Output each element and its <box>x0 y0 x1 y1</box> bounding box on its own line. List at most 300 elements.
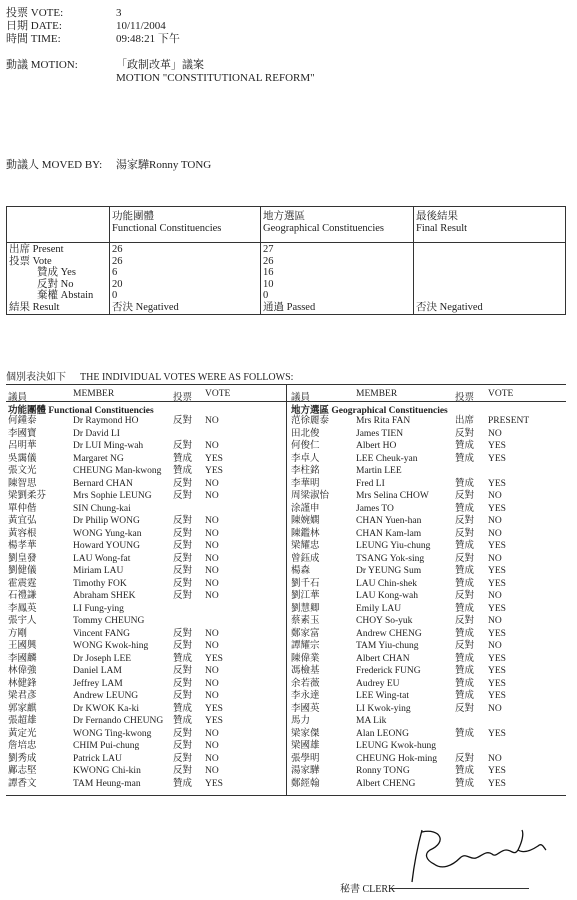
member-name-zh: 鄺志堅 <box>8 766 37 776</box>
vote-en: YES <box>205 653 223 664</box>
member-name-en: Alan LEONG <box>356 728 410 739</box>
gc-vote-row <box>0 540 577 553</box>
vote-zh: 反對 <box>173 416 193 426</box>
vote-en: NO <box>488 553 502 564</box>
vote-en: YES <box>488 441 506 451</box>
fc-yes: 6 <box>112 267 118 278</box>
moved-by-row <box>6 156 211 172</box>
member-name-en: Bernard CHAN <box>73 478 133 489</box>
member-name-en: Ronny TONG <box>356 766 410 776</box>
vote-zh: 贊成 <box>173 703 193 714</box>
member-name-zh: 劉千石 <box>291 578 320 589</box>
member-name-zh: 梁君彥 <box>8 691 37 701</box>
vote-zh: 反對 <box>173 766 193 776</box>
summary-fc-values <box>110 243 261 315</box>
vote-en: NO <box>205 441 219 451</box>
vote-en: YES <box>205 453 223 464</box>
clerk-signature <box>400 820 550 890</box>
member-name-en: Emily LAU <box>356 603 402 614</box>
vote-en: NO <box>488 616 502 626</box>
vote-number-label: 投票 VOTE: <box>6 7 64 19</box>
vote-zh: 反對 <box>173 578 193 589</box>
gc-vote-row <box>0 678 577 691</box>
member-name-zh: 黃定光 <box>8 728 37 739</box>
vote-zh: 出席 <box>455 416 475 426</box>
vote-zh: 反對 <box>173 491 193 501</box>
vote-zh: 贊成 <box>455 503 475 514</box>
member-name-zh: 李鳳英 <box>8 603 37 614</box>
vote-en: YES <box>488 478 506 489</box>
vote-zh: 反對 <box>173 728 193 739</box>
col-member-en-left: MEMBER <box>73 389 115 399</box>
vote-zh: 反對 <box>455 516 475 526</box>
member-name-zh: 林健鋒 <box>8 678 37 689</box>
gc-vote-row <box>0 603 577 616</box>
member-name-en: Mrs Selina CHOW <box>356 491 429 501</box>
member-name-zh: 林偉強 <box>8 666 37 676</box>
member-name-en: Timothy FOK <box>73 578 127 589</box>
member-name-en: SIN Chung-kai <box>73 503 131 514</box>
row-label-result: 結果 Result <box>9 301 60 313</box>
vote-en: NO <box>488 703 502 714</box>
vote-en: NO <box>205 478 219 489</box>
member-name-zh: 周梁淑怡 <box>291 491 330 501</box>
summary-header-gc-zh: 地方選區 <box>263 211 305 222</box>
member-name-zh: 范徐麗泰 <box>291 416 330 426</box>
vote-en: NO <box>205 528 219 539</box>
gc-vote-row <box>0 753 577 766</box>
vote-en: NO <box>488 641 502 651</box>
vote-zh: 贊成 <box>455 603 475 614</box>
member-name-en: CHAN Yuen-han <box>356 516 422 526</box>
vote-zh: 反對 <box>455 703 475 714</box>
fc-section-heading: 功能團體 Functional Constituencies <box>8 406 154 416</box>
col-member-zh-right: 議員 <box>291 393 311 403</box>
vote-en: NO <box>488 428 502 439</box>
member-name-en: Albert CHAN <box>356 653 410 664</box>
gc-vote-row <box>0 653 577 666</box>
vote-en: YES <box>488 653 506 664</box>
col-vote-en-right: VOTE <box>488 389 514 399</box>
vote-en: YES <box>488 566 506 576</box>
vote-en: NO <box>488 491 502 501</box>
time-row <box>6 30 180 46</box>
table-bottom-rule <box>6 795 566 796</box>
vote-en: YES <box>488 541 506 551</box>
member-name-zh: 馮檢基 <box>291 666 320 676</box>
gc-vote: 26 <box>263 255 274 267</box>
vote-zh: 反對 <box>173 678 193 689</box>
member-name-en: CHOY So-yuk <box>356 616 413 626</box>
member-name-zh: 李國麟 <box>8 653 37 664</box>
col-vote-zh-right: 投票 <box>455 393 475 403</box>
summary-gc-values <box>261 243 414 315</box>
member-name-en: Abraham SHEK <box>73 591 136 601</box>
member-name-zh: 張宇人 <box>8 616 37 626</box>
member-name-zh: 湯家驊 <box>291 766 320 776</box>
member-name-zh: 石禮謙 <box>8 591 37 601</box>
member-name-zh: 梁耀忠 <box>291 541 320 551</box>
time-value: 09:48:21 下午 <box>116 33 180 45</box>
member-name-zh: 曾鈺成 <box>291 553 320 564</box>
row-label-vote: 投票 Vote <box>9 255 52 267</box>
summary-header-fc-zh: 功能團體 <box>112 211 154 222</box>
vote-zh: 反對 <box>173 691 193 701</box>
vote-zh: 反對 <box>173 641 193 651</box>
member-name-en: LEE Cheuk-yan <box>356 453 418 464</box>
member-name-en: Tommy CHEUNG <box>73 616 145 626</box>
member-name-en: Mrs Sophie LEUNG <box>73 491 152 501</box>
gc-section-heading: 地方選區 Geographical Constituencies <box>291 406 448 416</box>
member-name-zh: 張學明 <box>291 753 320 764</box>
col-member-zh-left: 議員 <box>8 393 28 403</box>
vote-zh: 贊成 <box>455 728 475 739</box>
member-name-zh: 梁國雄 <box>291 741 320 751</box>
member-name-en: Margaret NG <box>73 453 124 464</box>
member-name-zh: 李永達 <box>291 691 320 701</box>
vote-zh: 贊成 <box>455 778 475 789</box>
member-name-en: Howard YOUNG <box>73 541 140 551</box>
gc-vote-row <box>0 428 577 441</box>
gc-vote-row <box>0 778 577 791</box>
motion-block <box>6 56 315 84</box>
row-label-present: 出席 Present <box>9 244 64 255</box>
vote-en: NO <box>205 416 219 426</box>
member-name-en: LAU Kong-wah <box>356 591 419 601</box>
member-name-zh: 黃容根 <box>8 528 37 539</box>
vote-zh: 贊成 <box>455 628 475 639</box>
member-name-zh: 劉江華 <box>291 591 320 601</box>
member-name-en: Dr YEUNG Sum <box>356 566 422 576</box>
vote-en: NO <box>205 591 219 601</box>
member-name-en: TAM Yiu-chung <box>356 641 419 651</box>
individual-votes-title <box>6 368 307 383</box>
summary-header-fc-en: Functional Constituencies <box>112 223 222 234</box>
member-name-en: LI Kwok-ying <box>356 703 411 714</box>
member-name-en: MA Lik <box>356 716 387 726</box>
member-name-en: CHEUNG Man-kwong <box>73 466 162 476</box>
vote-en: NO <box>205 678 219 689</box>
gc-vote-row <box>0 628 577 641</box>
vote-zh: 反對 <box>173 541 193 551</box>
vote-zh: 贊成 <box>173 778 193 789</box>
vote-en: YES <box>488 628 506 639</box>
fc-result: 否決 Negatived <box>112 301 179 313</box>
member-name-en: CHEUNG Hok-ming <box>356 753 438 764</box>
vote-en: YES <box>488 728 506 739</box>
vote-zh: 反對 <box>455 591 475 601</box>
member-name-en: Dr David LI <box>73 428 120 439</box>
vote-zh: 贊成 <box>455 578 475 589</box>
member-name-en: KWONG Chi-kin <box>73 766 141 776</box>
fc-present: 26 <box>112 244 123 255</box>
member-name-zh: 劉皇發 <box>8 553 37 564</box>
vote-en: NO <box>205 741 219 751</box>
fc-vote: 26 <box>112 255 123 267</box>
time-label: 時間 TIME: <box>6 33 61 45</box>
member-name-en: Dr Joseph LEE <box>73 653 132 664</box>
vote-zh: 反對 <box>455 753 475 764</box>
member-name-zh: 張文光 <box>8 466 37 476</box>
vote-zh: 反對 <box>455 491 475 501</box>
member-name-en: James TIEN <box>356 428 404 439</box>
vote-en: YES <box>488 578 506 589</box>
vote-zh: 反對 <box>173 753 193 764</box>
member-name-zh: 李國寶 <box>8 428 37 439</box>
member-name-zh: 方剛 <box>8 628 28 639</box>
member-name-zh: 王國興 <box>8 641 37 651</box>
vote-zh: 贊成 <box>173 453 193 464</box>
vote-zh: 贊成 <box>455 453 475 464</box>
member-name-zh: 郭家麒 <box>8 703 37 714</box>
summary-header-gc <box>261 207 414 243</box>
vote-en: YES <box>488 691 506 701</box>
vote-zh: 贊成 <box>455 566 475 576</box>
date-label: 日期 DATE: <box>6 20 62 32</box>
vote-zh: 反對 <box>173 591 193 601</box>
fc-no: 20 <box>112 278 123 290</box>
member-name-zh: 吳靄儀 <box>8 453 37 464</box>
member-name-zh: 劉健儀 <box>8 566 37 576</box>
gc-vote-row <box>0 703 577 716</box>
member-name-en: LI Fung-ying <box>73 603 124 614</box>
fc-abstain: 0 <box>112 290 118 301</box>
member-name-zh: 鄭經翰 <box>291 778 320 789</box>
vote-en: YES <box>488 666 506 676</box>
gc-vote-row <box>0 715 577 728</box>
summary-header-final-zh: 最後結果 <box>416 211 458 222</box>
vote-en: YES <box>488 678 506 689</box>
clerk-label: 秘書 CLERK <box>340 884 396 895</box>
vote-zh: 贊成 <box>455 766 475 776</box>
vote-zh: 反對 <box>455 641 475 651</box>
vote-en: YES <box>488 778 506 789</box>
row-label-abstain: 棄權 Abstain <box>37 290 94 301</box>
summary-header-final-en: Final Result <box>416 223 468 234</box>
gc-vote-row <box>0 415 577 428</box>
summary-table <box>6 206 566 315</box>
vote-zh: 反對 <box>455 528 475 539</box>
vote-zh: 反對 <box>173 478 193 489</box>
gc-vote-row <box>0 565 577 578</box>
gc-vote-row <box>0 490 577 503</box>
member-name-zh: 李華明 <box>291 478 320 489</box>
vote-en: NO <box>205 491 219 501</box>
vote-en: YES <box>205 716 223 726</box>
member-name-zh: 霍震霆 <box>8 578 37 589</box>
vote-en: NO <box>205 516 219 526</box>
member-name-en: Albert HO <box>356 441 397 451</box>
member-name-zh: 鄭家富 <box>291 628 320 639</box>
summary-corner <box>7 207 110 243</box>
vote-zh: 贊成 <box>455 478 475 489</box>
member-name-zh: 李卓人 <box>291 453 320 464</box>
member-name-zh: 楊孝華 <box>8 541 37 551</box>
col-member-en-right: MEMBER <box>356 389 398 399</box>
vote-en: YES <box>205 778 223 789</box>
member-name-en: LAU Chin-shek <box>356 578 417 589</box>
gc-vote-row <box>0 465 577 478</box>
vote-zh: 贊成 <box>173 653 193 664</box>
vote-zh: 反對 <box>173 528 193 539</box>
gc-vote-row <box>0 615 577 628</box>
vote-zh: 贊成 <box>455 666 475 676</box>
member-name-zh: 馬力 <box>291 716 311 726</box>
motion-label: 動議 MOTION: <box>6 59 78 71</box>
member-name-en: Mrs Rita FAN <box>356 416 411 426</box>
gc-vote-row <box>0 578 577 591</box>
member-name-en: Andrew LEUNG <box>73 691 139 701</box>
member-name-en: Frederick FUNG <box>356 666 421 676</box>
vote-en: NO <box>205 666 219 676</box>
member-name-zh: 何俊仁 <box>291 441 320 451</box>
summary-row-labels <box>7 243 110 315</box>
gc-vote-row <box>0 503 577 516</box>
vote-en: YES <box>488 503 506 514</box>
vote-en: NO <box>205 541 219 551</box>
member-name-en: Dr LUI Ming-wah <box>73 441 144 451</box>
member-name-en: LEE Wing-tat <box>356 691 409 701</box>
member-name-zh: 陳智思 <box>8 478 37 489</box>
member-name-zh: 蔡素玉 <box>291 616 320 626</box>
member-name-en: Dr Fernando CHEUNG <box>73 716 164 726</box>
gc-vote-row <box>0 515 577 528</box>
vote-zh: 反對 <box>173 516 193 526</box>
member-name-en: Jeffrey LAM <box>73 678 123 689</box>
vote-zh: 反對 <box>173 441 193 451</box>
member-name-zh: 詹培忠 <box>8 741 37 751</box>
vote-en: YES <box>488 603 506 614</box>
member-name-en: WONG Ting-kwong <box>73 728 152 739</box>
member-name-zh: 單仲偕 <box>8 503 37 514</box>
member-name-zh: 田北俊 <box>291 428 320 439</box>
member-name-en: Dr Philip WONG <box>73 516 140 526</box>
summary-final-values <box>414 243 566 315</box>
vote-en: NO <box>488 516 502 526</box>
row-label-yes: 贊成 Yes <box>37 267 76 278</box>
moved-by-value: 湯家驊Ronny TONG <box>116 159 212 171</box>
vote-en: NO <box>205 578 219 589</box>
member-name-zh: 陳鑑林 <box>291 528 320 539</box>
gc-vote-row <box>0 728 577 741</box>
member-name-en: Martin LEE <box>356 466 402 476</box>
vote-zh: 反對 <box>455 553 475 564</box>
gc-yes: 16 <box>263 267 274 278</box>
member-name-en: WONG Yung-kan <box>73 528 142 539</box>
member-name-zh: 譚耀宗 <box>291 641 320 651</box>
gc-present: 27 <box>263 244 274 255</box>
date-value: 10/11/2004 <box>116 20 166 32</box>
member-name-en: Daniel LAM <box>73 666 122 676</box>
gc-vote-row <box>0 590 577 603</box>
member-name-zh: 涂謹申 <box>291 503 320 514</box>
member-name-en: Fred LI <box>356 478 385 489</box>
vote-zh: 贊成 <box>455 678 475 689</box>
vote-en: YES <box>488 766 506 776</box>
col-vote-en-left: VOTE <box>205 389 231 399</box>
gc-vote-row <box>0 478 577 491</box>
col-vote-zh-left: 投票 <box>173 393 193 403</box>
vote-zh: 贊成 <box>455 441 475 451</box>
gc-vote-row <box>0 453 577 466</box>
member-name-en: Audrey EU <box>356 678 400 689</box>
gc-vote-row <box>0 440 577 453</box>
vote-zh: 贊成 <box>455 653 475 664</box>
vote-en: NO <box>488 528 502 539</box>
gc-vote-row <box>0 553 577 566</box>
vote-number-value: 3 <box>116 7 122 19</box>
member-name-en: LEUNG Yiu-chung <box>356 541 431 551</box>
member-name-zh: 何鍾泰 <box>8 416 37 426</box>
vote-en: NO <box>205 553 219 564</box>
vote-zh: 反對 <box>173 741 193 751</box>
vote-zh: 贊成 <box>173 466 193 476</box>
summary-header-fc <box>110 207 261 243</box>
member-name-zh: 劉秀成 <box>8 753 37 764</box>
gc-result: 通過 Passed <box>263 301 316 313</box>
member-name-zh: 呂明華 <box>8 441 37 451</box>
member-name-zh: 余若薇 <box>291 678 320 689</box>
gc-no: 10 <box>263 278 274 290</box>
final-result: 否決 Negatived <box>416 301 483 313</box>
vote-en: NO <box>205 766 219 776</box>
member-name-en: Miriam LAU <box>73 566 124 576</box>
vote-en: NO <box>205 628 219 639</box>
gc-abstain: 0 <box>263 290 269 301</box>
member-name-en: Andrew CHENG <box>356 628 422 639</box>
row-label-no: 反對 No <box>37 278 74 290</box>
member-name-zh: 李柱銘 <box>291 466 320 476</box>
member-name-zh: 劉慧卿 <box>291 603 320 614</box>
member-name-en: Dr Raymond HO <box>73 416 139 426</box>
vote-en: NO <box>205 753 219 764</box>
vote-en: YES <box>205 466 223 476</box>
member-name-en: Patrick LAU <box>73 753 122 764</box>
vote-zh: 反對 <box>173 666 193 676</box>
vote-zh: 反對 <box>173 628 193 639</box>
vote-zh: 反對 <box>173 553 193 564</box>
vote-en: NO <box>488 591 502 601</box>
member-name-zh: 梁劉柔芬 <box>8 491 47 501</box>
gc-vote-row <box>0 765 577 778</box>
gc-vote-row <box>0 740 577 753</box>
member-name-zh: 梁家傑 <box>291 728 320 739</box>
individual-votes-title-zh: 個別表決如下 <box>6 372 66 383</box>
vote-en: YES <box>205 703 223 714</box>
clerk-signature-line <box>389 888 529 889</box>
vote-en: PRESENT <box>488 416 530 426</box>
vote-zh: 反對 <box>455 428 475 439</box>
motion-title-en: MOTION "CONSTITUTIONAL REFORM" <box>116 72 315 84</box>
member-name-zh: 張超雄 <box>8 716 37 726</box>
vote-en: NO <box>205 641 219 651</box>
vote-en: NO <box>205 566 219 576</box>
member-name-zh: 黃宜弘 <box>8 516 37 526</box>
member-name-zh: 陳偉業 <box>291 653 320 664</box>
motion-title-zh: 「政制改革」議案 <box>116 59 204 71</box>
member-name-en: James TO <box>356 503 394 514</box>
member-name-en: TAM Heung-man <box>73 778 141 789</box>
member-name-en: CHIM Pui-chung <box>73 741 140 751</box>
summary-header-gc-en: Geographical Constituencies <box>263 223 385 234</box>
member-name-en: Vincent FANG <box>73 628 131 639</box>
member-name-zh: 譚香文 <box>8 778 37 789</box>
vote-en: NO <box>488 753 502 764</box>
member-name-zh: 李國英 <box>291 703 320 714</box>
vote-zh: 贊成 <box>173 716 193 726</box>
member-name-en: CHAN Kam-lam <box>356 528 422 539</box>
gc-vote-row <box>0 528 577 541</box>
